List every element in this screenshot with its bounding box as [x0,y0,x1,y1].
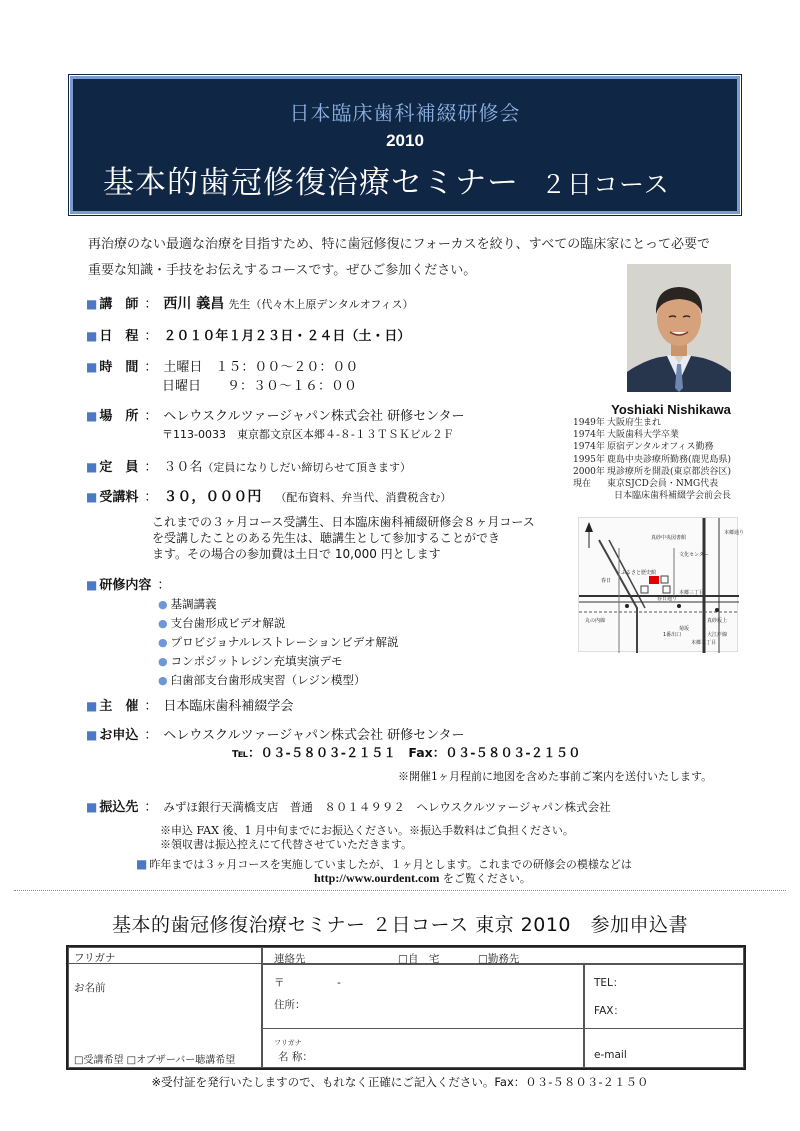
header-banner [70,76,740,214]
time-sunday: 日曜日 ９：３０〜１６：００ [162,379,358,394]
dot-bullet-icon: ● [158,598,168,611]
time-row: ■ 時 間 ： 土曜日 １５：００〜２０：００ [86,356,358,375]
square-bullet-icon: ■ [86,728,98,742]
career-item [573,466,773,478]
square-bullet-icon: ■ [86,699,98,713]
apply-value: ヘレウスクルツァージャパン株式会社 研修センター [163,728,465,743]
square-bullet-icon: ■ [86,800,98,814]
form-title: 基本的歯冠修復治療セミナー ２日コース 東京 2010 参加申込書 [111,914,689,936]
dot-bullet-icon: ● [158,674,168,687]
lecturer-honorific: 先生 [228,298,251,311]
career-item [573,454,773,466]
career-text: 現診療所を開設(東京都渋谷区) [607,466,732,477]
north-arrow-head-icon [585,522,593,532]
square-bullet-icon: ■ [86,578,98,592]
home-checkbox[interactable]: □自 宅 [398,953,440,965]
fee-label: 受講料 [99,490,139,505]
dot-bullet-icon: ● [158,636,168,649]
auditor-note-line-1: これまでの３ヶ月コース受講生、日本臨床歯科補綴研修会８ヶ月コース [152,515,535,529]
list-item-text: コンポジットレジン充填実演デモ [170,654,343,668]
capacity-value: ３０名 [163,460,203,475]
dot-bullet-icon: ● [158,655,168,668]
square-bullet-icon: ■ [86,460,98,474]
content-row: ■ 研修内容 ： [86,574,176,593]
email-label: e-mail [594,1049,627,1061]
career-year: 2000年 [573,466,605,477]
place-row: ■ 場 所 ： ヘレウスクルツァージャパン株式会社 研修センター [86,405,465,424]
website-suffix: をご覧ください。 [439,872,531,885]
auditor-note-line-3: ます。その場合の参加費は土日で 10,000 円とします [152,547,441,561]
address-label: 住所： [274,999,306,1011]
map-label: 真砂坂上 [707,618,728,624]
application-form [66,945,746,1070]
list-item-text: プロビジョナルレストレーションビデオ解説 [170,635,399,649]
map-label: ふるさと歴史館 [621,570,657,576]
lecturer-affiliation: （代々木上原デンタルオフィス） [250,298,414,311]
career-item [573,490,773,502]
postal-label: 〒 - [274,977,341,989]
fee-row: ■ 受講料 ： ３０，０００円 （配布資料、弁当代、消費税含む） [86,486,451,506]
lecturer-name: 西川 義昌 [163,296,225,312]
schedule-value: ２０１０年１月２３日・２４日（土・日） [163,329,411,344]
course-content-list [158,595,398,690]
career-year: 1974年 [573,442,605,453]
square-bullet-icon: ■ [136,857,148,871]
list-item [158,614,398,633]
map-label: 真砂中央図書館 [651,535,687,541]
website-link[interactable]: http://www.ourdent.com [314,871,440,885]
office-checkbox[interactable]: □勤務先 [478,953,520,965]
cut-line [14,890,786,891]
lecturer-row: ■ 講 師 ： 西川 義昌 先生（代々木上原デンタルオフィス） [86,293,414,313]
career-list [573,417,773,502]
career-text: 原宿デンタルオフィス勤務 [607,442,714,453]
bank-label: 振込先 [99,800,139,815]
career-text: 鹿島中央診療所勤務(鹿児島県) [607,454,732,465]
career-year: 1995年 [573,454,605,465]
list-item [158,671,398,690]
place-value: ヘレウスクルツァージャパン株式会社 研修センター [163,409,465,424]
place-address: 〒113-0033 東京都文京区本郷４-８-１３ＴＳＫビル２Ｆ [162,428,454,441]
career-text: 東京SJCD会員・NMG代表 [607,479,719,490]
venue-marker [649,576,659,584]
list-item-text: 基調講義 [170,597,217,611]
capacity-note: （定員になりしだい締切らせて頂きます） [202,461,412,474]
map-label: 本郷通り [724,530,745,536]
capacity-row: ■ 定 員 ： ３０名（定員になりしだい締切らせて頂きます） [86,456,411,475]
list-item-text: 臼歯部支台歯形成実習（レジン模型） [170,673,366,687]
footer-note: ※受付証を発行いたしますので、もれなく正確にご記入ください。Fax：０３-５８０３-２１５０ [151,1075,649,1089]
career-text: 日本臨床歯科補綴学会前会長 [614,491,732,502]
course-length: ２日コース [541,170,670,199]
list-item-text: 支台歯形成ビデオ解説 [170,616,286,630]
lecturer-label: 講 師 [99,297,139,312]
map-label: 春日通り [657,596,678,602]
time-saturday: 土曜日 １５：００〜２０：００ [163,360,359,375]
fax-label: FAX： [594,1005,624,1017]
map-notice: ※開催1ヶ月程前に地図を含めた事前ご案内を送付いたします。 [398,770,713,783]
apply-row: ■ お申込 ： ヘレウスクルツァージャパン株式会社 研修センター [86,724,465,743]
email-cell[interactable] [584,1028,744,1068]
seminar-year: 2010 [386,131,424,150]
attendance-checkboxes[interactable]: □受講希望 □オブザーバー聴講希望 [74,1055,236,1066]
furigana-label: フリガナ [74,952,116,964]
auditor-note-line-2: を受講したことのある先生は、聴講生として参加することができ [152,531,501,545]
auditor-fee-note [152,514,572,562]
list-item [158,633,398,652]
intro-line-2: 重要な知識・手技をお伝えするコースです。ぜひご参加ください。 [88,263,477,278]
contact-label: 連絡先 [274,953,306,965]
map-label: 本郷三丁目 [691,640,717,646]
venue-map [578,517,745,652]
content-label: 研修内容 [99,578,152,593]
seminar-title [103,157,713,202]
time-label: 時 間 [99,360,139,375]
bank-note-1: ※申込 FAX 後、1 月中旬までにお振込ください。※振込手数料はご負担ください。 [160,824,574,837]
map-label: 菊坂 [679,626,690,632]
square-bullet-icon: ■ [86,329,98,343]
bank-note-2: ※領収書は振込控えにて代替させていただきます。 [160,838,413,851]
capacity-label: 定 員 [99,460,139,475]
website-line [314,870,531,886]
lecturer-photo [627,264,731,392]
furigana2-label: フリガナ [274,1039,302,1047]
fee-value: ３０，０００円 [163,489,262,505]
list-item [158,595,398,614]
name-cell [68,947,262,1068]
map-drawing [579,518,745,653]
square-bullet-icon: ■ [86,360,98,374]
career-year: 1974年 [573,430,605,441]
host-value: 日本臨床歯科補綴学会 [163,699,294,714]
seminar-title-text: 基本的歯冠修復治療セミナー [103,165,519,201]
career-text: 大阪府生まれ [607,418,662,428]
square-bullet-icon: ■ [86,297,98,311]
schedule-label: 日 程 [99,329,139,344]
bank-value: みずほ銀行天満橋支店 普通 ８０１４９９２ ヘレウスクルツァージャパン株式会社 [163,800,611,814]
career-year: 現在 [573,479,592,490]
square-bullet-icon: ■ [86,409,98,423]
map-label: 春日 [601,578,612,584]
past-note-text: 昨年までは３ヶ月コースを実施していましたが、１ヶ月とします。これまでの研修会の模様などは [149,858,632,871]
host-row: ■ 主 催 ： 日本臨床歯科補綴学会 [86,695,293,714]
org-name-label: 名 称： [278,1051,313,1063]
place-label: 場 所 [99,409,139,424]
career-item [573,441,773,453]
portrait-image [627,264,731,392]
apply-contact: ℡：０３-５８０３-２１５１ Fax：０３-５８０３-２１５０ [232,745,581,760]
fee-note: （配布資料、弁当代、消費税含む） [275,491,452,504]
host-label: 主 催 [99,699,139,714]
bank-row: ■ 振込先 ： みずほ銀行天満橋支店 普通 ８０１４９９２ ヘレウスクルツァージャパン株式会社 [86,796,611,815]
career-item [573,417,773,429]
lecturer-name-en: Yoshiaki Nishikawa [611,402,731,417]
map-label: 1番出口 [663,632,682,638]
apply-label: お申込 [99,728,139,743]
schedule-row: ■ 日 程 ： ２０１０年１月２３日・２４日（土・日） [86,325,410,344]
square-bullet-icon: ■ [86,490,98,504]
tel-label: TEL： [594,977,624,989]
list-item [158,652,398,671]
intro-line-1: 再治療のない最適な治療を目指すため、特に歯冠修復にフォーカスを絞り、すべての臨床家にとって必要で [88,237,711,252]
career-item [573,429,773,441]
dot-bullet-icon: ● [158,617,168,630]
name-label: お名前 [74,982,106,994]
map-label: 本郷三丁目 [679,590,705,596]
career-item [573,478,773,490]
map-label: 丸の内線 [585,618,606,624]
map-label: 大江戸線 [707,632,728,638]
map-label: 文化センター [679,552,709,558]
career-text: 大阪歯科大学卒業 [607,430,680,441]
career-year: 1949年 [573,418,605,428]
organizer-name: 日本臨床歯科補綴研修会 [289,101,521,125]
